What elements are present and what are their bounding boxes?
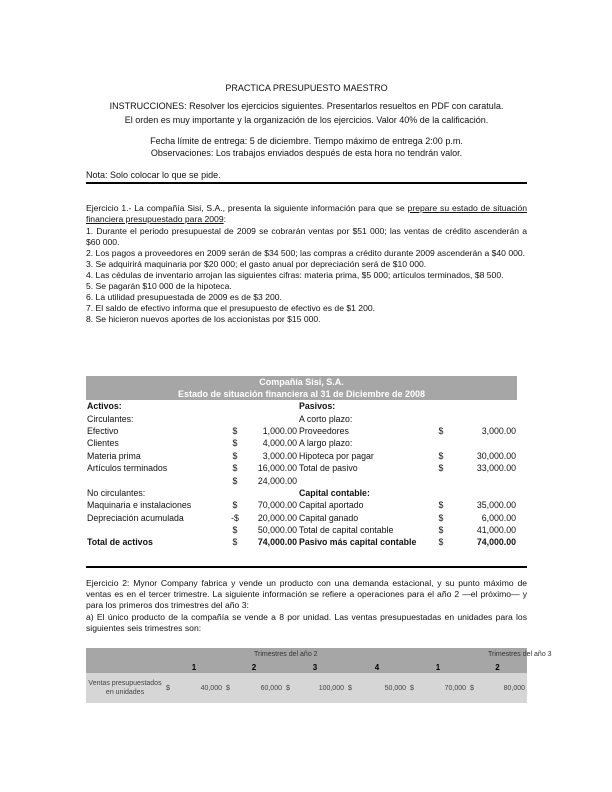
left-amount: 50,000.00 bbox=[257, 525, 297, 536]
left-label bbox=[86, 474, 228, 486]
right-currency: $ bbox=[438, 500, 444, 511]
left-amount bbox=[242, 412, 298, 424]
right-amount: 74,000.00 bbox=[476, 537, 516, 548]
right-label: Pasivos: bbox=[299, 401, 336, 412]
divider-top bbox=[86, 182, 527, 184]
page-title: PRACTICA PRESUPUESTO MAESTRO bbox=[225, 83, 388, 93]
left-currency: $ bbox=[232, 463, 238, 474]
left-currency: $ bbox=[232, 500, 238, 511]
sales-cell bbox=[164, 673, 224, 703]
right-label: Total de capital contable bbox=[299, 525, 394, 536]
exercise-1-item: 5. Se pagarán $10 000 de la hipoteca. bbox=[86, 281, 232, 291]
right-label bbox=[298, 474, 434, 486]
left-amount: 74,000.00 bbox=[257, 537, 297, 548]
right-currency bbox=[434, 437, 448, 449]
balance-sheet-row bbox=[86, 425, 517, 437]
balance-sheet-row bbox=[86, 499, 517, 511]
balance-sheet-row bbox=[86, 512, 517, 524]
sales-value: 100,000 bbox=[318, 684, 344, 692]
left-label: Materia prima bbox=[87, 450, 141, 461]
left-currency: $ bbox=[232, 438, 238, 449]
right-currency bbox=[434, 474, 448, 486]
right-currency: $ bbox=[438, 463, 444, 474]
left-currency bbox=[228, 412, 242, 424]
left-label: Activos: bbox=[87, 401, 122, 412]
left-currency: $ bbox=[232, 425, 238, 436]
right-currency: $ bbox=[438, 525, 444, 536]
exercise-1-intro-text: Ejercicio 1.- La compañía Sisi, S.A., presenta la siguiente información para que se bbox=[86, 203, 408, 213]
right-amount: 33,000.00 bbox=[476, 463, 516, 474]
group-year-2: Trimestres del año 2 bbox=[224, 648, 408, 661]
balance-sheet-company: Compañía Sisi, S.A. bbox=[86, 376, 517, 388]
right-amount bbox=[448, 437, 517, 449]
left-label: Clientes bbox=[87, 438, 119, 449]
sales-value: 40,000 bbox=[200, 684, 222, 692]
left-currency: -$ bbox=[231, 512, 239, 523]
left-amount bbox=[242, 487, 298, 499]
exercise-1-item: 4. Las cédulas de inventario arrojan las siguientes cifras: materia prima, $5 000; artículos terminados, $8 500. bbox=[86, 270, 504, 280]
right-amount: 3,000.00 bbox=[481, 425, 516, 436]
right-amount: 35,000.00 bbox=[476, 500, 516, 511]
group-year-3: Trimestres del año 3 bbox=[468, 648, 527, 661]
right-currency: $ bbox=[438, 425, 444, 436]
currency-sign: $ bbox=[410, 684, 414, 692]
sales-cell bbox=[224, 673, 284, 703]
right-label: A corto plazo: bbox=[299, 413, 353, 424]
right-label: Pasivo más capital contable bbox=[299, 537, 417, 548]
left-label: Depreciación acumulada bbox=[87, 512, 184, 523]
right-label: Proveedores bbox=[299, 425, 349, 436]
sales-table-group-row bbox=[86, 648, 527, 661]
sales-value: 80,000 bbox=[503, 684, 526, 692]
right-currency bbox=[434, 400, 448, 412]
currency-sign: $ bbox=[286, 684, 290, 692]
quarter-header: 1 bbox=[164, 661, 224, 673]
exercise-2-paragraph: Ejercicio 2: Mynor Company fabrica y vende un producto con una demanda estacional, y su punto máximo de ventas es en el tercer trimestre. La siguiente información se refiere a operaciones para el año 2 —el próximo— y para los primeros dos trimestres del año 3: bbox=[86, 578, 527, 610]
right-label: Capital aportado bbox=[299, 500, 364, 511]
right-amount bbox=[448, 487, 517, 499]
deadline-line: Fecha límite de entrega: 5 de diciembre. Tiempo máximo de entrega 2:00 p.m. bbox=[150, 136, 463, 146]
exercise-1-intro bbox=[86, 203, 527, 225]
left-amount bbox=[242, 400, 298, 412]
balance-sheet-row bbox=[86, 536, 517, 548]
currency-sign: $ bbox=[348, 684, 352, 692]
balance-sheet-row bbox=[86, 524, 517, 536]
right-amount: 30,000.00 bbox=[476, 450, 516, 461]
row-label: Ventas presupuestados en unidades bbox=[86, 673, 164, 703]
right-amount: 41,000.00 bbox=[476, 525, 516, 536]
sales-value: 70,000 bbox=[444, 684, 467, 692]
left-amount: 20,000.00 bbox=[257, 512, 297, 523]
right-label: A largo plazo: bbox=[299, 438, 353, 449]
balance-sheet-subtitle: Estado de situación financiera al 31 de Diciembre de 2008 bbox=[86, 388, 517, 400]
sales-table-quarter-row bbox=[86, 661, 527, 673]
right-amount bbox=[448, 412, 517, 424]
right-currency bbox=[434, 487, 448, 499]
left-label: No circulantes: bbox=[87, 487, 146, 498]
quarter-header: 4 bbox=[346, 661, 408, 673]
left-amount: 70,000.00 bbox=[257, 500, 297, 511]
left-label: Maquinaria e instalaciones bbox=[87, 500, 192, 511]
currency-sign: $ bbox=[470, 684, 474, 692]
left-amount: 24,000.00 bbox=[257, 475, 297, 486]
note-text: Nota: Solo colocar lo que se pide. bbox=[86, 170, 221, 180]
right-amount bbox=[448, 400, 517, 412]
right-amount: 6,000.00 bbox=[481, 512, 516, 523]
balance-sheet bbox=[86, 376, 517, 549]
left-currency: $ bbox=[232, 475, 238, 486]
quarter-header: 2 bbox=[468, 661, 527, 673]
exercise-2-item-a: a) El único producto de la compañía se vende a 8 por unidad. Las ventas presupuestadas en unidades para los siguientes seis trimestres son: bbox=[86, 612, 527, 633]
right-label: Capital contable: bbox=[299, 487, 370, 498]
left-label: Circulantes: bbox=[87, 413, 134, 424]
exercise-1-intro-colon: : bbox=[223, 214, 226, 224]
right-currency: $ bbox=[438, 450, 444, 461]
left-currency: $ bbox=[232, 450, 238, 461]
balance-sheet-row bbox=[86, 437, 517, 449]
left-amount: 4,000.00 bbox=[262, 438, 297, 449]
instructions-line-2: El orden es muy importante y la organización de los ejercicios. Valor 40% de la calificación. bbox=[124, 115, 489, 125]
right-currency: $ bbox=[438, 512, 444, 523]
exercise-1-item: 1. Durante el periodo presupuestal de 2009 se cobrarán ventas por $51 000; las ventas de crédito ascenderán a $60 000. bbox=[86, 226, 527, 247]
left-amount: 16,000.00 bbox=[257, 463, 297, 474]
sales-cell bbox=[408, 673, 468, 703]
exercise-1-item: 6. La utilidad presupuestada de 2009 es de $3 200. bbox=[86, 292, 282, 302]
sales-value: 60,000 bbox=[260, 684, 282, 692]
currency-sign: $ bbox=[226, 684, 230, 692]
currency-sign: $ bbox=[166, 684, 170, 692]
observations-line: Observaciones: Los trabajos enviados después de esta hora no tendrán valor. bbox=[150, 148, 463, 158]
exercise-1-item: 3. Se adquirirá maquinaria por $20 000; el gasto anual por depreciación será de $10 000. bbox=[86, 259, 427, 269]
sales-table-row bbox=[86, 673, 527, 703]
right-label: Capital ganado bbox=[299, 512, 359, 523]
sales-cell bbox=[346, 673, 408, 703]
left-currency: $ bbox=[232, 525, 238, 536]
exercise-1-item: 2. Los pagos a proveedores en 2009 serán de $34 500; las compras a crédito durante 2009 ascenderán a $40 000. bbox=[86, 248, 526, 258]
left-label bbox=[86, 524, 228, 536]
sales-cell bbox=[284, 673, 346, 703]
left-label: Total de activos bbox=[87, 537, 153, 548]
left-label: Efectivo bbox=[87, 425, 119, 436]
left-amount: 3,000.00 bbox=[262, 450, 297, 461]
balance-sheet-row bbox=[86, 474, 517, 486]
exercise-1-intro-underlined: prepare su estado de situación financiera presupuestado para 2009 bbox=[86, 203, 527, 224]
balance-sheet-row bbox=[86, 450, 517, 462]
right-label: Hipoteca por pagar bbox=[299, 450, 374, 461]
divider-middle bbox=[86, 566, 527, 568]
exercise-1-item: 8. Se hicieron nuevos aportes de los accionistas por $15 000. bbox=[86, 314, 321, 324]
balance-sheet-row bbox=[86, 400, 517, 412]
left-currency bbox=[228, 487, 242, 499]
right-amount bbox=[448, 474, 517, 486]
sales-table bbox=[86, 648, 552, 703]
left-currency bbox=[228, 400, 242, 412]
balance-sheet-table bbox=[86, 400, 517, 549]
quarter-header: 3 bbox=[284, 661, 346, 673]
quarter-header: 2 bbox=[224, 661, 284, 673]
right-currency: $ bbox=[438, 537, 444, 548]
right-label: Total de pasivo bbox=[299, 463, 358, 474]
instructions-line-1: INSTRUCCIONES: Resolver los ejercicios siguientes. Presentarlos resueltos en PDF con caratula. bbox=[109, 101, 504, 111]
left-currency: $ bbox=[232, 537, 238, 548]
balance-sheet-row bbox=[86, 487, 517, 499]
left-label: Artículos terminados bbox=[87, 463, 168, 474]
quarter-header: 1 bbox=[408, 661, 468, 673]
sales-cell bbox=[468, 673, 527, 703]
sales-value: 50,000 bbox=[384, 684, 407, 692]
right-currency bbox=[434, 412, 448, 424]
balance-sheet-row bbox=[86, 462, 517, 474]
exercise-1-item: 7. El saldo de efectivo informa que el presupuesto de efectivo es de $1 200. bbox=[86, 303, 376, 313]
left-amount: 1,000.00 bbox=[262, 425, 297, 436]
balance-sheet-row bbox=[86, 412, 517, 424]
exercise-1-list bbox=[86, 226, 527, 325]
